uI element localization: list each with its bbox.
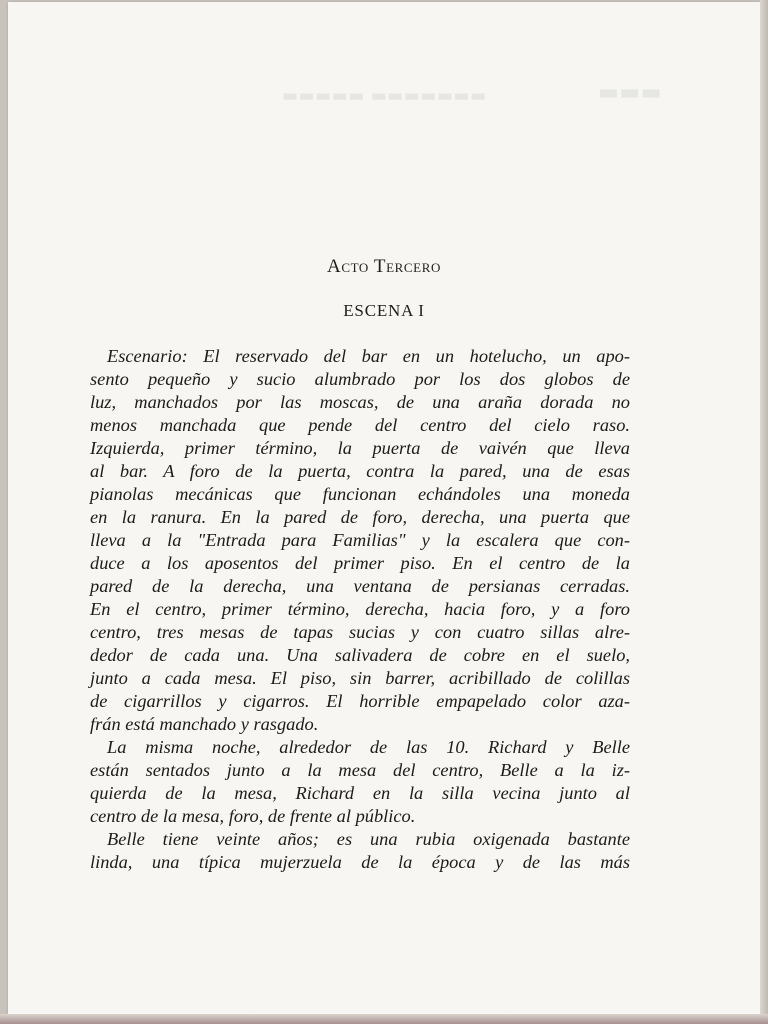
text-line: La misma noche, alrededor de las 10. Richard y Belle bbox=[107, 737, 630, 757]
bleed-through-page-number: ▬▬▬ bbox=[598, 80, 662, 105]
text-line: Escenario: El reservado del bar en un hotelucho, un apo- bbox=[107, 346, 630, 366]
text-line: lleva a la "Entrada para Familias" y la escalera que con- bbox=[90, 530, 630, 550]
text-line: están sentados junto a la mesa del centro, Belle a la iz- bbox=[90, 760, 630, 780]
text-line: luz, manchados por las moscas, de una araña dorada no bbox=[90, 392, 630, 412]
text-line: menos manchada que pende del centro del cielo raso. bbox=[90, 415, 630, 435]
text-line: linda, una típica mujerzuela de la época y de las más bbox=[90, 852, 630, 872]
text-line: sento pequeño y sucio alumbrado por los dos globos de bbox=[90, 369, 630, 389]
scene-title: ESCENA I bbox=[343, 301, 425, 320]
text-line: de cigarrillos y cigarros. El horrible empapelado color aza- bbox=[90, 691, 630, 711]
text-line: pared de la derecha, una ventana de persianas cerradas. bbox=[90, 576, 630, 596]
text-line: al bar. A foro de la puerta, contra la pared, una de esas bbox=[90, 461, 630, 481]
text-line: junto a cada mesa. El piso, sin barrer, acribillado de colillas bbox=[90, 668, 630, 688]
text-line: centro, tres mesas de tapas sucias y con cuatro sillas alre- bbox=[90, 622, 630, 642]
text-line: pianolas mecánicas que funcionan echándoles una moneda bbox=[90, 484, 630, 504]
text-line: duce a los aposentos del primer piso. En el centro de la bbox=[90, 553, 630, 573]
text-line: Belle tiene veinte años; es una rubia oxigenada bastante bbox=[107, 829, 630, 849]
bleed-through-text: ▬▬▬▬▬ ▬▬▬▬▬▬▬ bbox=[282, 86, 487, 106]
page-edge-bottom bbox=[0, 1014, 768, 1024]
text-line: En el centro, primer término, derecha, hacia foro, y a foro bbox=[90, 599, 630, 619]
text-line: Izquierda, primer término, la puerta de vaivén que lleva bbox=[90, 438, 630, 458]
text-line: frán está manchado y rasgado. bbox=[90, 714, 319, 734]
act-title: Acto Tercero bbox=[327, 256, 441, 277]
text-line: centro de la mesa, foro, de frente al público. bbox=[90, 806, 416, 826]
text-line: quierda de la mesa, Richard en la silla vecina junto al bbox=[90, 783, 630, 803]
page-edge-right bbox=[760, 0, 768, 1024]
text-line: en la ranura. En la pared de foro, derecha, una puerta que bbox=[90, 507, 630, 527]
text-line: dedor de cada una. Una salivadera de cobre en el suelo, bbox=[90, 645, 630, 665]
